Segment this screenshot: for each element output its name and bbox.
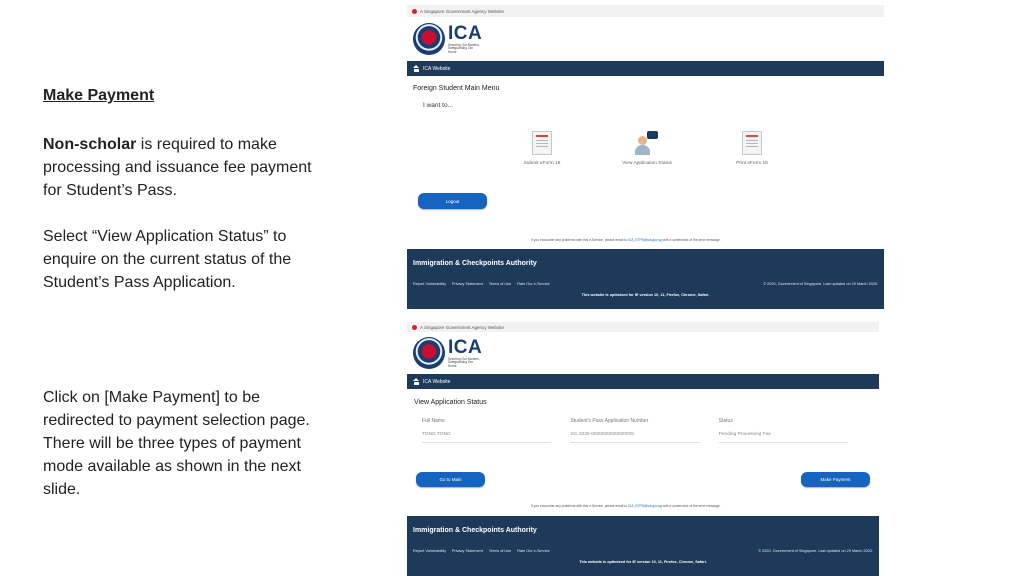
main-menu-screenshot [407, 5, 884, 309]
person-chat-icon [635, 131, 659, 155]
gov-banner-text: A Singapore Government Agency Website [420, 324, 504, 330]
instruction-text: is required to make processing and issuance fee payment for Student’s Pass. [43, 136, 312, 199]
logout-button[interactable]: Logout [418, 193, 487, 209]
footer-link[interactable]: Terms of Use [488, 282, 512, 286]
top-navbar [407, 61, 884, 76]
contact-email-link[interactable]: ICA_STPS@ica.gov.sg [627, 238, 662, 242]
ica-logo-tagline: Securing Our Borders, Safeguarding Our Home [448, 42, 480, 54]
footer-link[interactable]: Terms of Use [488, 549, 512, 553]
status-value: Pending Processing Fee [719, 429, 848, 443]
site-footer [407, 516, 879, 576]
column-header: Student's Pass Application Number [570, 418, 649, 424]
print-eform-option[interactable] [712, 131, 792, 166]
contact-email-link[interactable]: ICA_STPS@ica.gov.sg [627, 504, 662, 508]
menu-label: Submit eForm 16 [523, 161, 561, 166]
instruction-paragraph-3: Click on [Make Payment] to be redirected to payment selection page. There will be three types of payment mode available as shown in the next slide. [43, 389, 310, 498]
top-navbar [407, 374, 879, 389]
footer-copyright: © 2020, Government of Singapore. Last updated on 29 March 2020. [763, 282, 878, 286]
footer-title: Immigration & Checkpoints Authority [413, 527, 537, 534]
footer-link[interactable]: Privacy Statement [452, 282, 483, 286]
full-name-value: TONG TONG [422, 429, 551, 443]
footer-link[interactable]: Privacy Statement [452, 549, 483, 553]
site-footer [407, 249, 884, 309]
ica-crest-icon [413, 337, 445, 369]
application-number-value: SG-2020-0000000000000005 [570, 429, 699, 443]
submit-eform-option[interactable] [502, 131, 582, 166]
table-row [422, 429, 867, 443]
column-header: Full Name [422, 418, 445, 424]
ica-crest-icon [413, 23, 445, 55]
footer-link[interactable]: Report Vulnerability [413, 282, 446, 286]
application-status-screenshot [407, 322, 879, 576]
column-header: Status [718, 418, 733, 424]
instruction-paragraph-1 [43, 133, 323, 202]
lion-head-icon [412, 9, 417, 14]
document-icon [742, 131, 762, 155]
page-title: Foreign Student Main Menu [413, 85, 500, 92]
footer-copyright: © 2020, Government of Singapore. Last updated on 29 March 2020. [758, 549, 873, 553]
browser-optimised-note: This website is optimised for IE version 10, 11, Firefox, Chrome, Safari. [581, 293, 710, 297]
go-to-main-button[interactable]: Go to Main [416, 472, 485, 487]
table-header-row [422, 418, 867, 429]
ica-website-link[interactable]: ICA Website [423, 378, 451, 385]
home-icon[interactable] [413, 65, 420, 72]
ica-logo-text: ICA [448, 22, 483, 44]
non-scholar-label: Non-scholar [43, 136, 137, 153]
instruction-paragraph-2: Select “View Application Status” to enquire on the current status of the Student’s Pass Application. [43, 228, 292, 291]
footer-link[interactable]: Report Vulnerability [413, 549, 446, 553]
footer-link[interactable]: Rate Our e-Service [517, 549, 550, 553]
footer-links [413, 282, 550, 286]
ica-logo-text: ICA [448, 336, 483, 358]
prompt-text: I want to... [423, 102, 453, 109]
document-icon [532, 131, 552, 155]
footer-links [413, 549, 550, 553]
make-payment-button[interactable]: Make Payment [801, 472, 870, 487]
gov-banner-text: A Singapore Government Agency Website [420, 8, 504, 14]
menu-options [502, 131, 792, 166]
menu-label: View Application Status [622, 161, 672, 166]
gov-banner [407, 5, 884, 17]
ica-logo-tagline: Securing Our Borders, Safeguarding Our Home [448, 356, 480, 368]
footer-link[interactable]: Rate Our e-Service [517, 282, 550, 286]
browser-optimised-note: This website is optimised for IE version 10, 11, Firefox, Chrome, Safari. [579, 560, 707, 564]
ica-website-link[interactable]: ICA Website [423, 65, 451, 72]
page-title: View Application Status [414, 399, 487, 406]
footer-title: Immigration & Checkpoints Authority [413, 260, 537, 267]
view-application-status-option[interactable] [607, 131, 687, 166]
section-heading: Make Payment [43, 87, 155, 104]
logo-header [407, 332, 879, 374]
contact-note: If you encounter any problems with this e-Service, please email to ICA_STPS@ica.gov.sg with a screenshot of the error message. [531, 238, 721, 242]
home-icon[interactable] [413, 378, 420, 385]
gov-banner [407, 322, 879, 332]
menu-label: Print eForm 16 [736, 161, 768, 166]
application-status-table [422, 418, 867, 443]
lion-head-icon [412, 325, 417, 330]
contact-note: If you encounter any problems with this e-Service, please email to ICA_STPS@ica.gov.sg with a screenshot of the error message. [531, 504, 721, 508]
logo-header [407, 17, 884, 61]
